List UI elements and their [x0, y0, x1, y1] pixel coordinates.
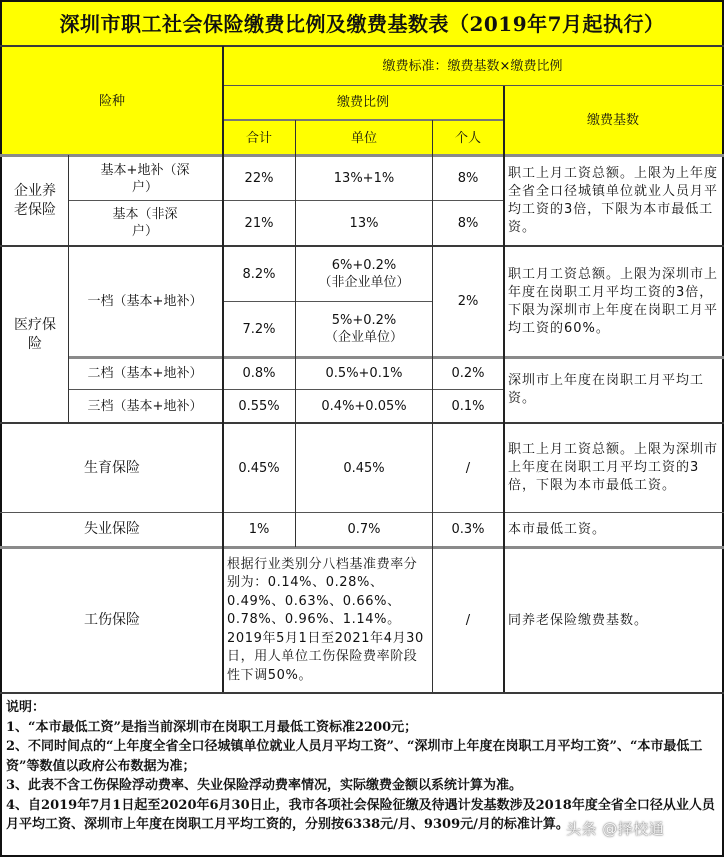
grid-line	[0, 245, 724, 247]
header-standard: 缴费标准：缴费基数×缴费比例	[223, 47, 722, 85]
medical-tier3-employer: 0.4%+0.05%	[321, 398, 407, 414]
pension-row-2-employer: 13%	[349, 215, 379, 231]
pension-row-2-total: 21%	[244, 215, 274, 231]
pension-category: 企业养老保险	[14, 183, 56, 218]
grid-line	[0, 154, 724, 157]
medical-tier1-row-2-total: 7.2%	[242, 321, 276, 337]
medical-tier1-row-1-employer-rate: 6%+0.2%	[331, 258, 397, 273]
grid-line	[295, 120, 296, 547]
unemployment-type: 失业保险	[84, 521, 140, 537]
medical-tier2-total: 0.8%	[242, 366, 276, 381]
medical-category: 医疗保险	[14, 316, 56, 352]
grid-line	[222, 46, 224, 692]
header-insurance-type: 险种	[2, 47, 222, 155]
pension-row-1-individual: 8%	[457, 171, 479, 186]
pension-row-1-total: 22%	[244, 171, 274, 186]
work-injury-ratio-desc: 根据行业类别分八档基准费率分别为：0.14%、0.28%、0.49%、0.63%、0.66%、0.78%、0.96%、1.14%。2019年5月1日至2021年4月30日，用人单位工伤保险费率阶段性下调50%。	[227, 556, 424, 683]
pension-row-2-type: 基本（非深户）	[112, 207, 178, 239]
table-title: 深圳市职工社会保险缴费比例及缴费基数表（2019年7月起执行）	[2, 2, 722, 46]
notes-item-1: 1、“本市最低工资”是指当前深圳市在岗职工月最低工资标准2200元；	[6, 719, 418, 735]
grid-line	[222, 85, 724, 86]
grid-line	[0, 512, 724, 513]
grid-line	[222, 301, 432, 302]
medical-tier3-individual: 0.1%	[451, 398, 485, 414]
maternity-total: 0.45%	[238, 460, 280, 476]
header-employer: 单位	[296, 121, 432, 155]
medical-tier1-row-2-employer	[296, 302, 432, 356]
medical-tier1-row-1-total: 8.2%	[242, 266, 276, 282]
grid-line	[0, 692, 724, 694]
grid-line	[68, 389, 504, 390]
grid-line	[222, 119, 504, 121]
notes-item-2: 2、不同时间点的“上年度全省全口径城镇单位就业人员月平均工资”、“深圳市上年度在岗职工月平均工资”、“本市最低工资”等数值以政府公布数据为准；	[6, 739, 703, 774]
notes-item-3: 3、此表不含工伤保险浮动费率、失业保险浮动费率情况，实际缴费金额以系统计算为准。	[6, 778, 523, 793]
notes-heading: 说明：	[6, 700, 46, 715]
unemployment-base: 本市最低工资。	[508, 521, 607, 537]
grid-line	[503, 86, 505, 692]
header-individual: 个人	[433, 121, 503, 155]
unemployment-total: 1%	[248, 522, 270, 537]
pension-row-1-type: 基本+地补（深户）	[100, 162, 190, 195]
notes-item-4: 4、自2019年7月1日起至2020年6月30日止，我市各项社会保险征缴及待遇计发基数涉及2018年度全省全口径从业人员月平均工资、深圳市上年度在岗职工月平均工资的，分别按6338元/月、9309元/月的标准计算。	[6, 797, 715, 832]
medical-tier2-individual: 0.2%	[451, 366, 485, 381]
work-injury-base: 同养老保险缴费基数。	[508, 612, 649, 628]
pension-row-2-individual: 8%	[457, 215, 479, 231]
grid-line	[432, 120, 433, 692]
grid-line	[68, 155, 69, 422]
maternity-base: 职工上月工资总额。上限为深圳市上年度在岗职工月平均工资的3倍，下限为本市最低工资。	[508, 442, 719, 493]
header-total: 合计	[223, 121, 295, 155]
medical-tier3-total: 0.55%	[238, 398, 280, 414]
medical-tier23-base: 深圳市上年度在岗职工月平均工资。	[508, 373, 705, 406]
unemployment-individual: 0.3%	[451, 522, 485, 537]
work-injury-type: 工伤保险	[84, 612, 140, 628]
medical-tier1-individual: 2%	[457, 294, 479, 309]
maternity-employer: 0.45%	[343, 460, 385, 476]
grid-line	[0, 546, 724, 549]
maternity-individual: /	[465, 460, 471, 476]
watermark: 头条 @择校通	[566, 820, 665, 838]
maternity-type: 生育保险	[84, 459, 140, 476]
medical-tier1-row-1-employer-note: （非企业单位）	[318, 275, 410, 290]
unemployment-employer: 0.7%	[347, 522, 381, 537]
medical-tier1-row-2-employer-note: （企业单位）	[324, 330, 403, 345]
header-ratio: 缴费比例	[223, 86, 503, 119]
grid-line	[68, 356, 724, 359]
medical-tier1-row-2-employer-rate: 5%+0.2%	[331, 313, 397, 328]
grid-line	[0, 45, 724, 47]
medical-tier2-employer: 0.5%+0.1%	[325, 366, 403, 381]
header-base: 缴费基数	[504, 86, 722, 155]
grid-line	[0, 422, 724, 424]
pension-row-1-employer: 13%+1%	[333, 171, 395, 186]
medical-tier1-base: 职工月工资总额。上限为深圳市上年度在岗职工月平均工资的3倍，下限为深圳市上年度在岗职工月平均工资的60%。	[508, 266, 719, 336]
grid-line	[68, 200, 504, 201]
medical-tier2-type: 二档（基本+地补）	[87, 366, 203, 381]
medical-tier3-type: 三档（基本+地补）	[87, 398, 203, 414]
pension-base: 职工上月工资总额。上限为上年度全省全口径城镇单位就业人员月平均工资的3倍，下限为本市最低工资。	[508, 166, 719, 235]
medical-tier1-row-1-employer	[296, 247, 432, 301]
medical-tier1-type: 一档（基本+地补）	[87, 294, 203, 309]
work-injury-individual: /	[465, 613, 471, 628]
